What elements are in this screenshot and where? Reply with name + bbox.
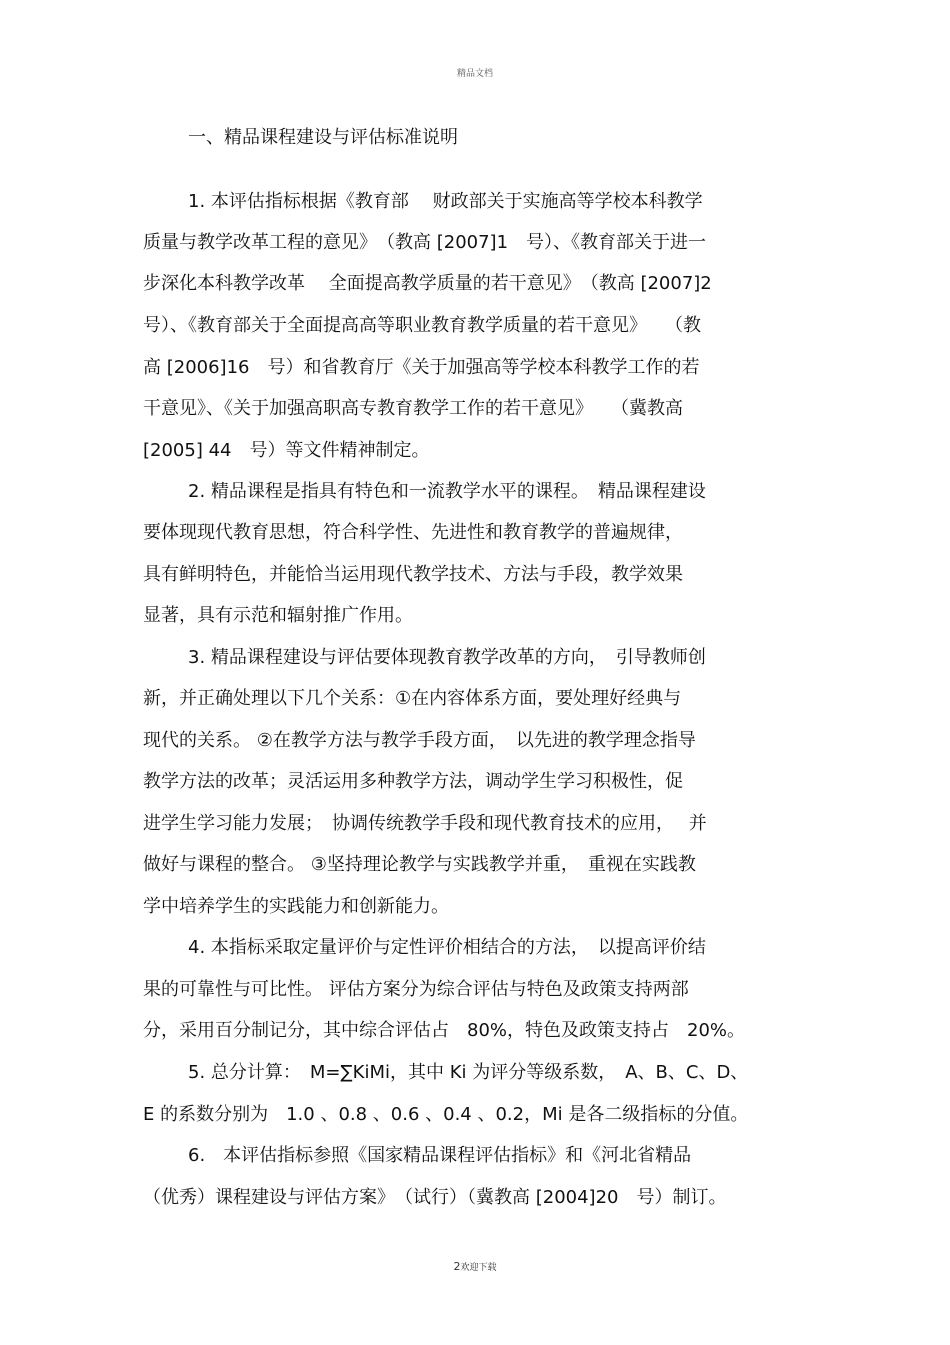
text-line: 学中培养学生的实践能力和创新能力。	[143, 896, 449, 917]
text-line: 1. 本评估指标根据《教育部 财政部关于实施高等学校本科教学	[188, 191, 703, 212]
text-line: 4. 本指标采取定量评价与定性评价相结合的方法， 以提高评价结	[188, 937, 706, 958]
section-title: 一、精品课程建设与评估标准说明	[188, 127, 458, 148]
footer-text: 欢迎下载	[460, 1263, 497, 1273]
text-line: 新，并正确处理以下几个关系：①在内容体系方面，要处理好经典与	[143, 688, 682, 709]
text-line: 5. 总分计算： M=∑KiMi，其中 Ki 为评分等级系数， A、B、C、D、	[188, 1062, 749, 1083]
text-line: 显著，具有示范和辐射推广作用。	[143, 605, 413, 626]
text-line: [2005] 44 号）等文件精神制定。	[143, 440, 430, 461]
text-line: （优秀）课程建设与评估方案》 （试行）（冀教高 [2004]20 号）制订。	[143, 1187, 727, 1208]
text-line: 做好与课程的整合。 ③坚持理论教学与实践教学并重， 重视在实践教	[143, 854, 696, 875]
text-line: 要体现现代教育思想，符合科学性、先进性和教育教学的普遍规律，	[143, 522, 683, 543]
page-number: 2	[453, 1260, 461, 1273]
text-line: 现代的关系。 ②在教学方法与教学手段方面， 以先进的教学理念指导	[143, 730, 696, 751]
text-line: 进学生学习能力发展； 协调传统教学手段和现代教育技术的应用， 并	[143, 813, 707, 834]
text-line: 教学方法的改革；灵活运用多种教学方法，调动学生学习积极性，促	[143, 771, 683, 792]
text-line: 果的可靠性与可比性。 评估方案分为综合评估与特色及政策支持两部	[143, 979, 689, 1000]
text-line: 3. 精品课程建设与评估要体现教育教学改革的方向， 引导教师创	[188, 647, 706, 668]
page-footer	[0, 1260, 950, 1273]
text-line: 号）、《教育部关于全面提高高等职业教育教学质量的若干意见》 （教	[143, 315, 701, 336]
text-line: 干意见》、《关于加强高职高专教育教学工作的若干意见》 （冀教高	[143, 398, 683, 419]
text-line: 分，采用百分制记分，其中综合评估占 80%，特色及政策支持占 20%。	[143, 1020, 746, 1041]
text-line: 具有鲜明特色，并能恰当运用现代教学技术、方法与手段，教学效果	[143, 564, 683, 585]
page-header: 精品文档	[456, 69, 493, 79]
text-line: 6. 本评估指标参照《国家精品课程评估指标》和《河北省精品	[188, 1145, 692, 1166]
text-line: 高 [2006]16 号）和省教育厅《关于加强高等学校本科教学工作的若	[143, 357, 700, 378]
text-line: 质量与教学改革工程的意见》 （教高 [2007]1 号）、《教育部关于进一	[143, 232, 707, 253]
text-line: E 的系数分别为 1.0 、0.8 、0.6 、0.4 、0.2，Mi 是各二级指标的分值。	[143, 1104, 749, 1125]
text-line: 步深化本科教学改革 全面提高教学质量的若干意见》 （教高 [2007]2	[143, 273, 712, 294]
text-line: 2. 精品课程是指具有特色和一流教学水平的课程。 精品课程建设	[188, 481, 706, 502]
